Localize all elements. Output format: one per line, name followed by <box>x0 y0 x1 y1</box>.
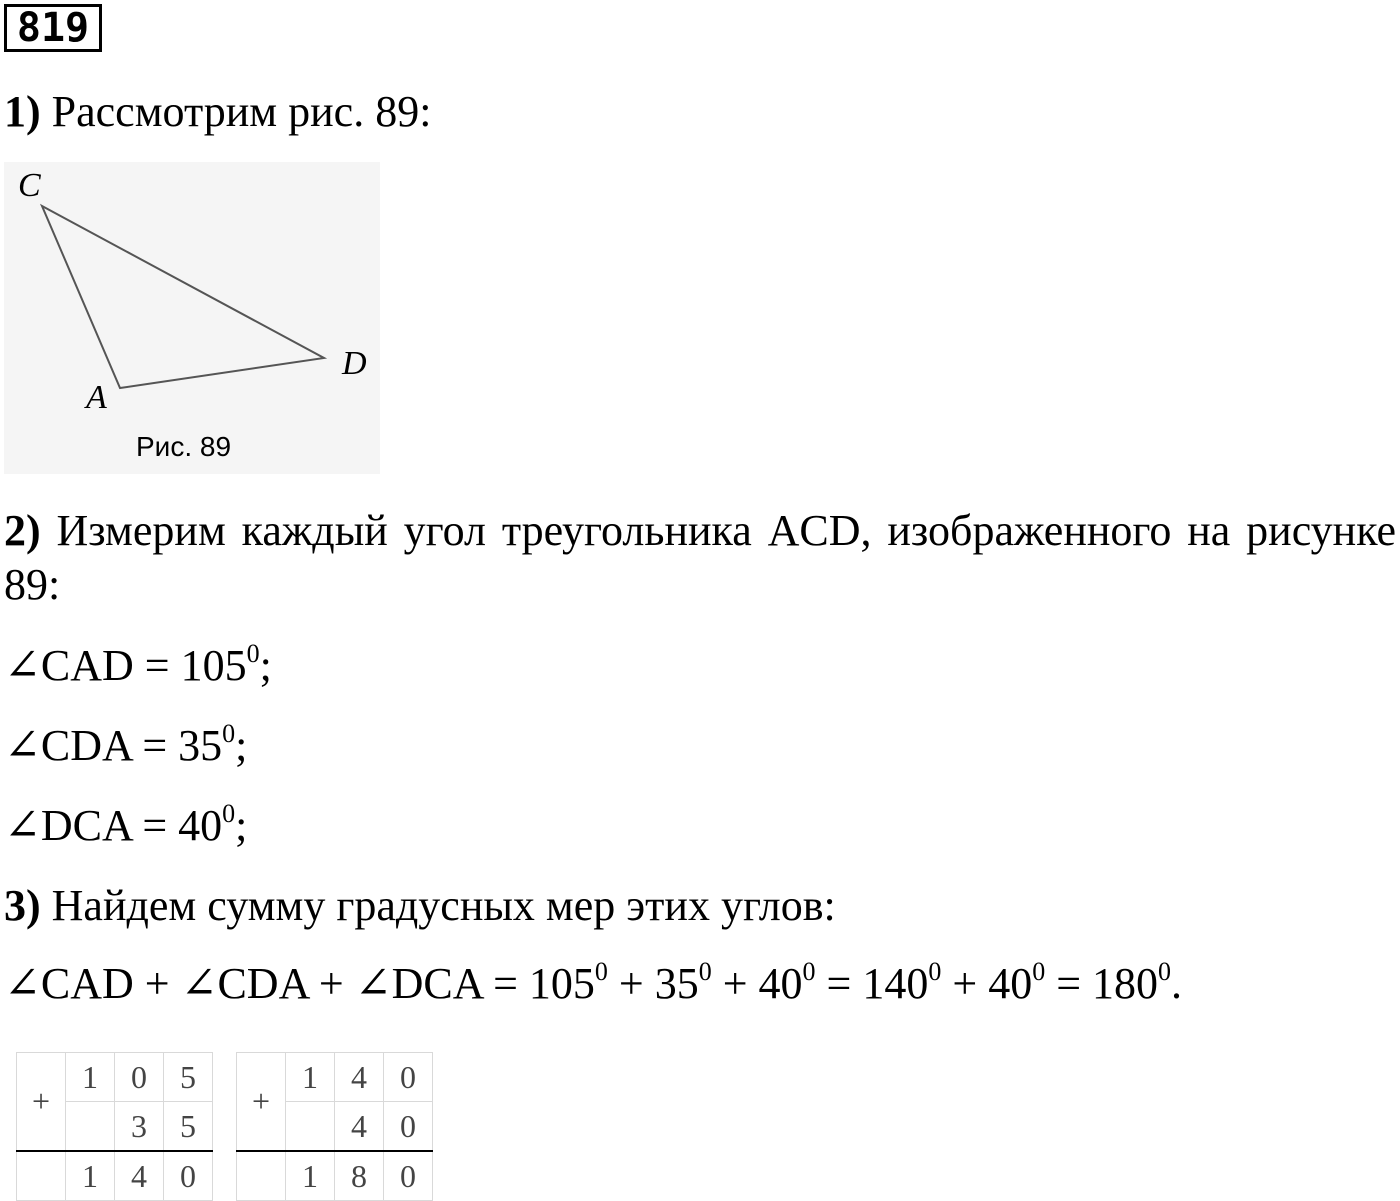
step-3-number: 3) <box>4 881 41 930</box>
label-c: C <box>18 167 41 204</box>
plus-sign: + <box>237 1053 286 1152</box>
result-digit: 4 <box>115 1151 164 1201</box>
angle-dca-end: ; <box>235 801 248 850</box>
angle-cda-degree: 0 <box>222 719 236 748</box>
sum-degree: 0 <box>928 957 942 986</box>
digit-cell: 4 <box>335 1102 384 1152</box>
digit-cell <box>66 1102 115 1152</box>
sum-degree: 0 <box>1158 957 1172 986</box>
sum-part-7: . <box>1171 959 1183 1008</box>
step-1-text: Рассмотрим рис. 89: <box>51 87 432 136</box>
column-addition-1 <box>16 1052 213 1201</box>
angle-dca-text: ∠DCA = 40 <box>4 801 223 850</box>
sum-degree: 0 <box>1032 957 1046 986</box>
step-3 <box>4 880 836 932</box>
digit-cell: 1 <box>66 1053 115 1102</box>
digit-cell: 4 <box>335 1053 384 1102</box>
task-number: 819 <box>4 4 102 52</box>
figure-89 <box>4 162 380 474</box>
digit-cell: 0 <box>384 1053 433 1102</box>
sum-degree: 0 <box>698 957 712 986</box>
sum-part-2: + 35 <box>607 959 699 1008</box>
result-digit: 1 <box>66 1151 115 1201</box>
angle-cad-degree: 0 <box>246 639 260 668</box>
sum-degree: 0 <box>802 957 816 986</box>
sum-part-1: ∠CAD + ∠CDA + ∠DCA = 105 <box>4 959 595 1008</box>
step-1 <box>4 86 431 138</box>
sum-part-5: + 40 <box>941 959 1033 1008</box>
empty-cell <box>17 1151 66 1201</box>
digit-cell: 0 <box>384 1102 433 1152</box>
sum-part-4: = 140 <box>815 959 929 1008</box>
step-2 <box>4 504 1396 612</box>
digit-cell: 5 <box>164 1102 213 1152</box>
angle-cad <box>4 640 272 692</box>
angle-cda <box>4 720 247 772</box>
result-digit: 8 <box>335 1151 384 1201</box>
triangle-acd <box>42 206 324 388</box>
triangle-diagram <box>4 162 380 474</box>
plus-sign: + <box>17 1053 66 1152</box>
label-a: A <box>86 379 107 416</box>
sum-degree: 0 <box>594 957 608 986</box>
angle-cda-end: ; <box>235 721 248 770</box>
digit-cell: 0 <box>115 1053 164 1102</box>
angle-dca <box>4 800 247 852</box>
angle-cad-end: ; <box>259 641 272 690</box>
digit-cell: 1 <box>286 1053 335 1102</box>
label-d: D <box>342 345 367 382</box>
digit-cell: 5 <box>164 1053 213 1102</box>
column-addition-2 <box>236 1052 433 1201</box>
step-1-number: 1) <box>4 87 41 136</box>
empty-cell <box>237 1151 286 1201</box>
angle-cda-text: ∠CDA = 35 <box>4 721 223 770</box>
figure-caption: Рис. 89 <box>136 431 232 462</box>
digit-cell <box>286 1102 335 1152</box>
angle-dca-degree: 0 <box>222 799 236 828</box>
sum-equation <box>4 958 1182 1010</box>
step-2-number: 2) <box>4 506 41 555</box>
sum-part-6: = 180 <box>1045 959 1159 1008</box>
step-3-text: Найдем сумму градусных мер этих углов: <box>51 881 836 930</box>
step-2-text: Измерим каждый угол треугольника ACD, изображенного на рисунке 89: <box>4 506 1397 609</box>
result-digit: 0 <box>164 1151 213 1201</box>
angle-cad-text: ∠CAD = 105 <box>4 641 247 690</box>
result-digit: 0 <box>384 1151 433 1201</box>
result-digit: 1 <box>286 1151 335 1201</box>
sum-part-3: + 40 <box>711 959 803 1008</box>
digit-cell: 3 <box>115 1102 164 1152</box>
